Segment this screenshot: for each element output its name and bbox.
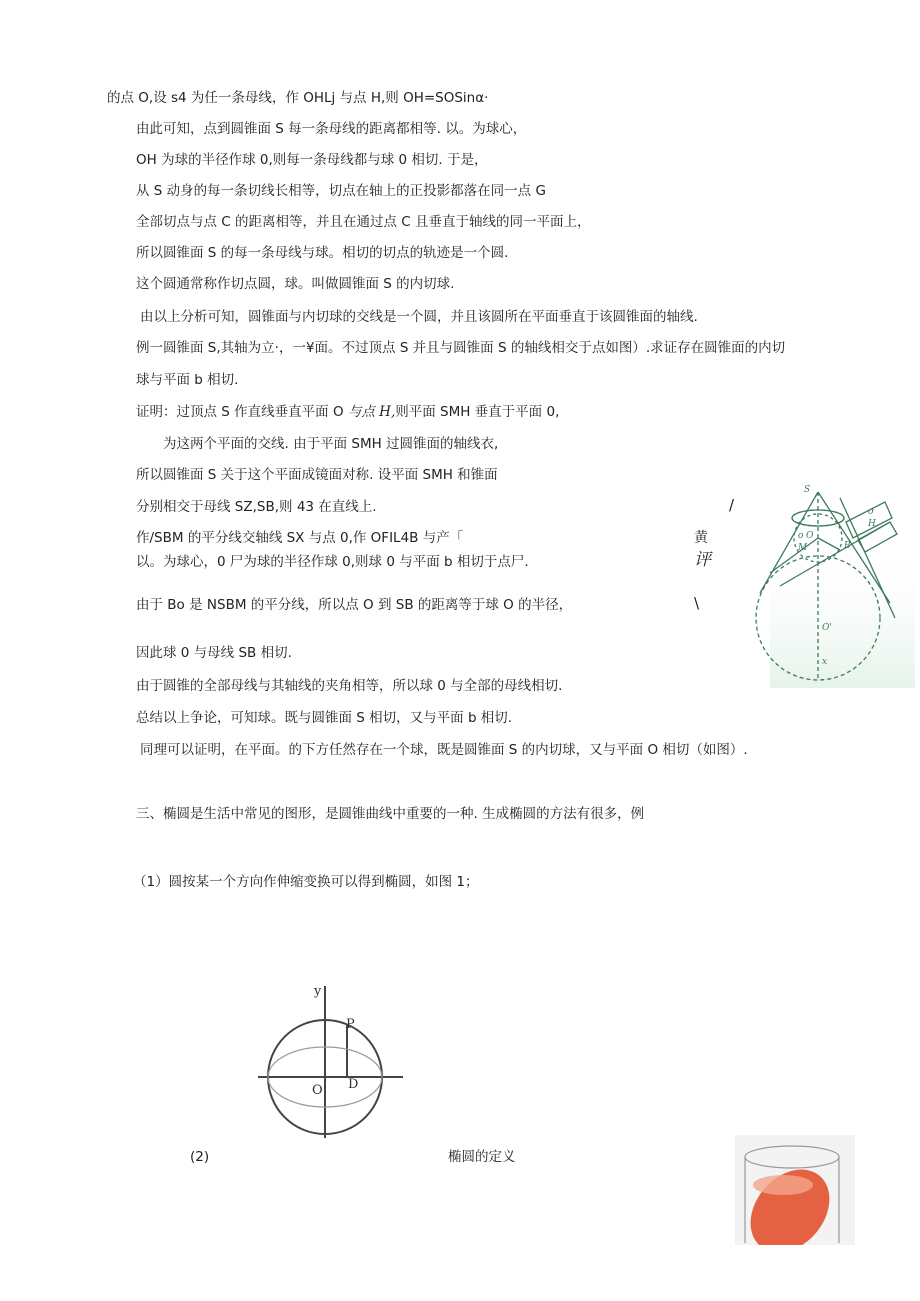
text-line: 由此可知，点到圆锥面 S 每一条母线的距离都相等. 以。为球心， [136,121,527,137]
text-line: 这个圆通常称作切点圆，球。叫做圆锥面 S 的内切球. [136,276,455,292]
ellipse-label-p: P [346,1017,355,1032]
text-line: 由于 Bo 是 NSBM 的平分线，所以点 O 到 SB 的距离等于球 O 的半径， [136,597,573,613]
proof-line [136,403,559,421]
margin-mark: \ [694,594,700,612]
item-heading: 椭圆的定义 [448,1149,516,1165]
text-line: 由以上分析可知，圆锥面与内切球的交线是一个圆，并且该圆所在平面垂直于该圆锥面的轴线. [140,309,698,325]
cone-label-b: B [844,541,851,551]
ellipse-label-o: O [312,1083,323,1098]
text-line: 分别相交于母线 SZ,SB,则 43 在直线上. [136,499,377,515]
text-line: （1）圆按某一个方向作伸缩变换可以得到椭圆，如图 1； [133,874,479,890]
cone-label-s: S [804,485,811,495]
section-heading: 三、椭圆是生活中常见的图形，是圆锥曲线中重要的一种. 生成椭圆的方法有很多，例 [136,806,645,822]
proof-handwritten: 与点 H, [347,404,396,420]
text-line: 因此球 0 与母线 SB 相切. [136,645,292,661]
text-line: 以。为球心，0 尸为球的半径作球 0,则球 0 与平面 b 相切于点尸. [136,554,529,570]
proof-tail: 则平面 SMH 垂直于平面 0, [395,404,560,420]
item-label: (2) [190,1149,210,1165]
margin-mark: / [729,496,735,514]
ellipse-label-d: D [348,1077,359,1092]
cone-label-o: O [806,531,814,541]
cone-label-m: M [798,543,808,553]
cone-label-o-small: o [798,531,804,541]
text-line: 例一圆锥面 S,其轴为立·，一¥面。不过顶点 S 并且与圆锥面 S 的轴线相交于点如图）.求证存在圆锥面的内切 [136,340,786,356]
text-line: OH 为球的半径作球 0,则每一条母线都与球 0 相切. 于是， [136,152,488,168]
text-line: 的点 O,设 s4 为任一条母线，作 OHLj 与点 H,则 OH=SOSinα· [107,90,489,106]
cone-label-h: H [868,519,876,529]
ellipse-label-y: y [314,984,322,999]
proof-start: 证明：过顶点 S 作直线垂直平面 O [136,404,344,420]
text-line: 所以圆锥面 S 的每一条母线与球。相切的切点的轨迹是一个圆. [136,245,509,261]
text-line: 球与平面 b 相切. [136,372,239,388]
text-line: 从 S 动身的每一条切线长相等，切点在轴上的正投影都落在同一点 G [136,183,546,199]
text-line: 总结以上争论，可知球。既与圆锥面 S 相切，又与平面 b 相切. [136,710,513,726]
text-line: 同理可以证明，在平面。的下方任然存在一个球，既是圆锥面 S 的内切球，又与平面 O 相切（如图）. [140,742,748,758]
text-line: 作/SBM 的平分线交轴线 SX 与点 0,作 OFIL4B 与产「 [136,530,464,546]
text-line: 所以圆锥面 S 关于这个平面成镜面对称. 设平面 SMH 和锥面 [136,467,498,483]
text-line: 由于圆锥的全部母线与其轴线的夹角相等，所以球 0 与全部的母线相切. [136,678,563,694]
text-line: 全部切点与点 C 的距离相等，并且在通过点 C 且垂直于轴线的同一平面上， [136,214,591,230]
cone-label-o-prime: O' [822,623,832,633]
margin-mark: 评 [694,550,711,570]
ellipse-figure [250,980,420,1140]
cone-sphere-figure [740,478,915,693]
text-line: 为这两个平面的交线. 由于平面 SMH 过圆锥面的轴线衣, [163,436,499,452]
cylinder-figure [735,1135,855,1245]
cone-label-sigma: σ [868,507,875,517]
margin-mark: 黄 [694,530,708,546]
cone-label-x: x [822,657,828,667]
